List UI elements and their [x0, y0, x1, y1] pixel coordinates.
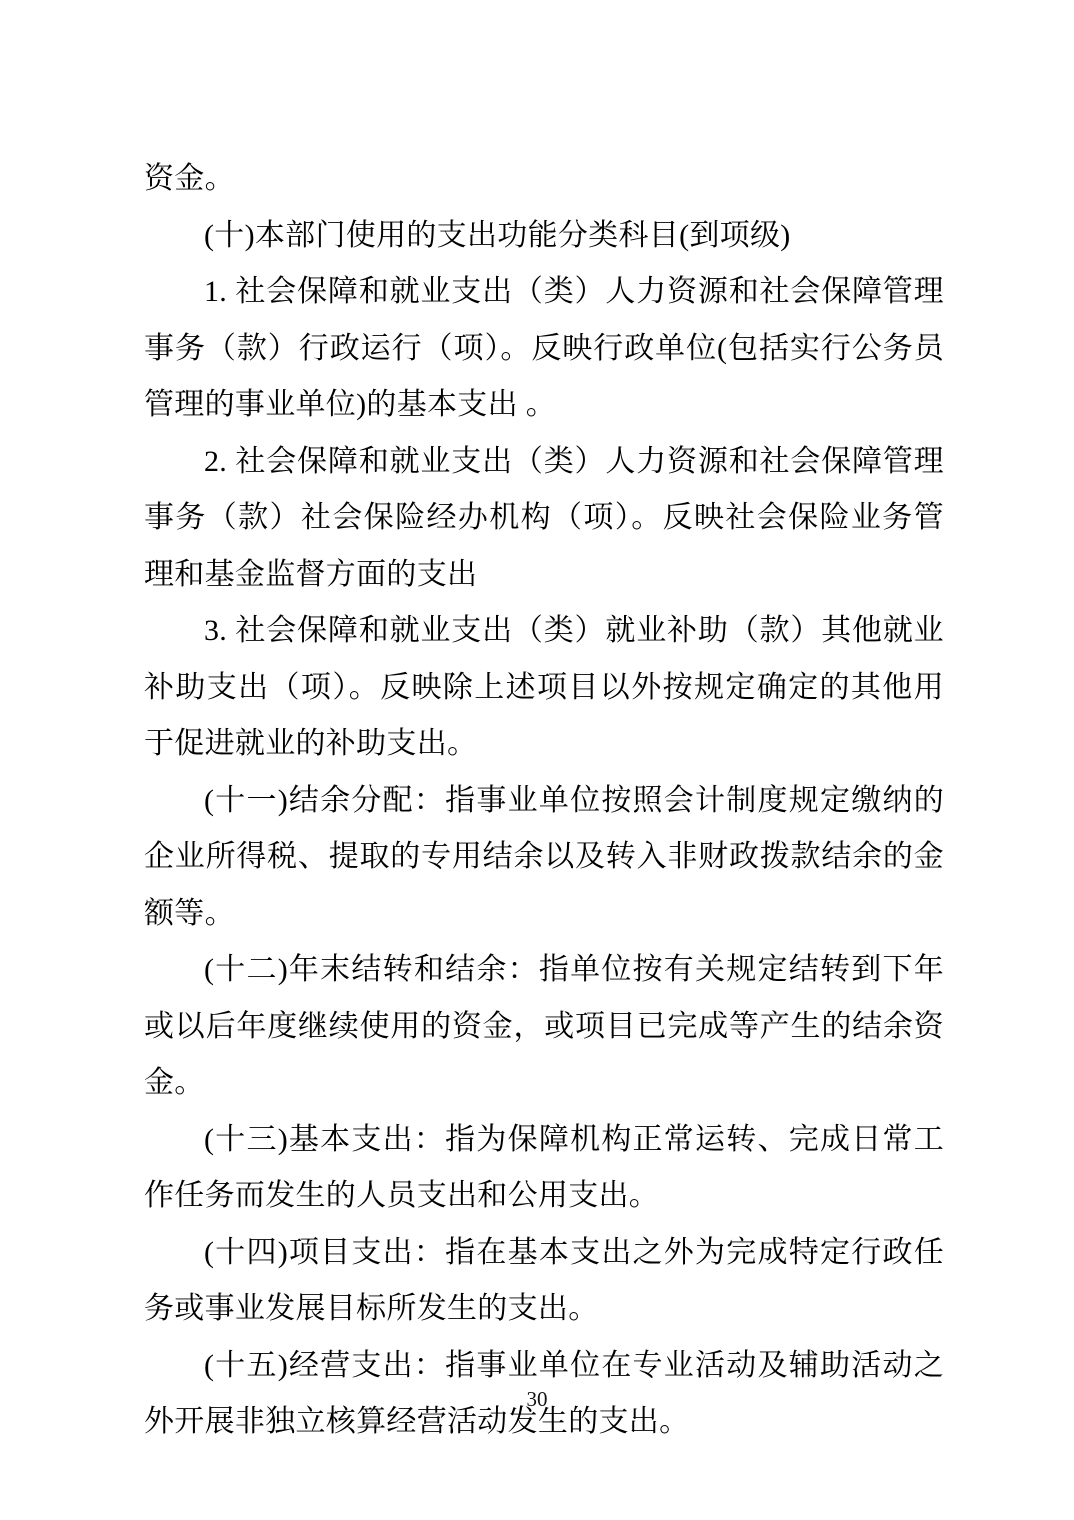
- paragraph: 3. 社会保障和就业支出（类）就业补助（款）其他就业补助支出（项）。反映除上述项目以外按规定确定的其他用于促进就业的补助支出。: [144, 614, 944, 760]
- paragraph: (十三)基本支出：指为保障机构正常运转、完成日常工作任务而发生的人员支出和公用支出。: [144, 1122, 944, 1212]
- page-footer: [0, 1387, 1074, 1412]
- paragraph: 1. 社会保障和就业支出（类）人力资源和社会保障管理事务（款）行政运行（项）。反映行政单位(包括实行公务员管理的事业单位)的基本支出 。: [144, 275, 944, 421]
- paragraph: 2. 社会保障和就业支出（类）人力资源和社会保障管理事务（款）社会保险经办机构（项）。反映社会保险业务管理和基金监督方面的支出: [144, 444, 944, 591]
- document-body: [144, 151, 944, 1451]
- paragraph: 资金。: [144, 162, 235, 195]
- paragraph: (十一)结余分配：指事业单位按照会计制度规定缴纳的企业所得税、提取的专用结余以及转入非财政拨款结余的金额等。: [144, 783, 944, 930]
- paragraph: (十四)项目支出：指在基本支出之外为完成特定行政任务或事业发展目标所发生的支出。: [144, 1235, 944, 1325]
- paragraph: (十)本部门使用的支出功能分类科目(到项级): [204, 218, 791, 252]
- page-number: 30: [526, 1387, 548, 1411]
- paragraph: (十二)年末结转和结余：指单位按有关规定结转到下年或以后年度继续使用的资金，或项目已完成等产生的结余资金。: [144, 953, 944, 1099]
- paragraph: (十五)经营支出：指事业单位在专业活动及辅助活动之外开展非独立核算经营活动发生的支出。: [144, 1348, 944, 1438]
